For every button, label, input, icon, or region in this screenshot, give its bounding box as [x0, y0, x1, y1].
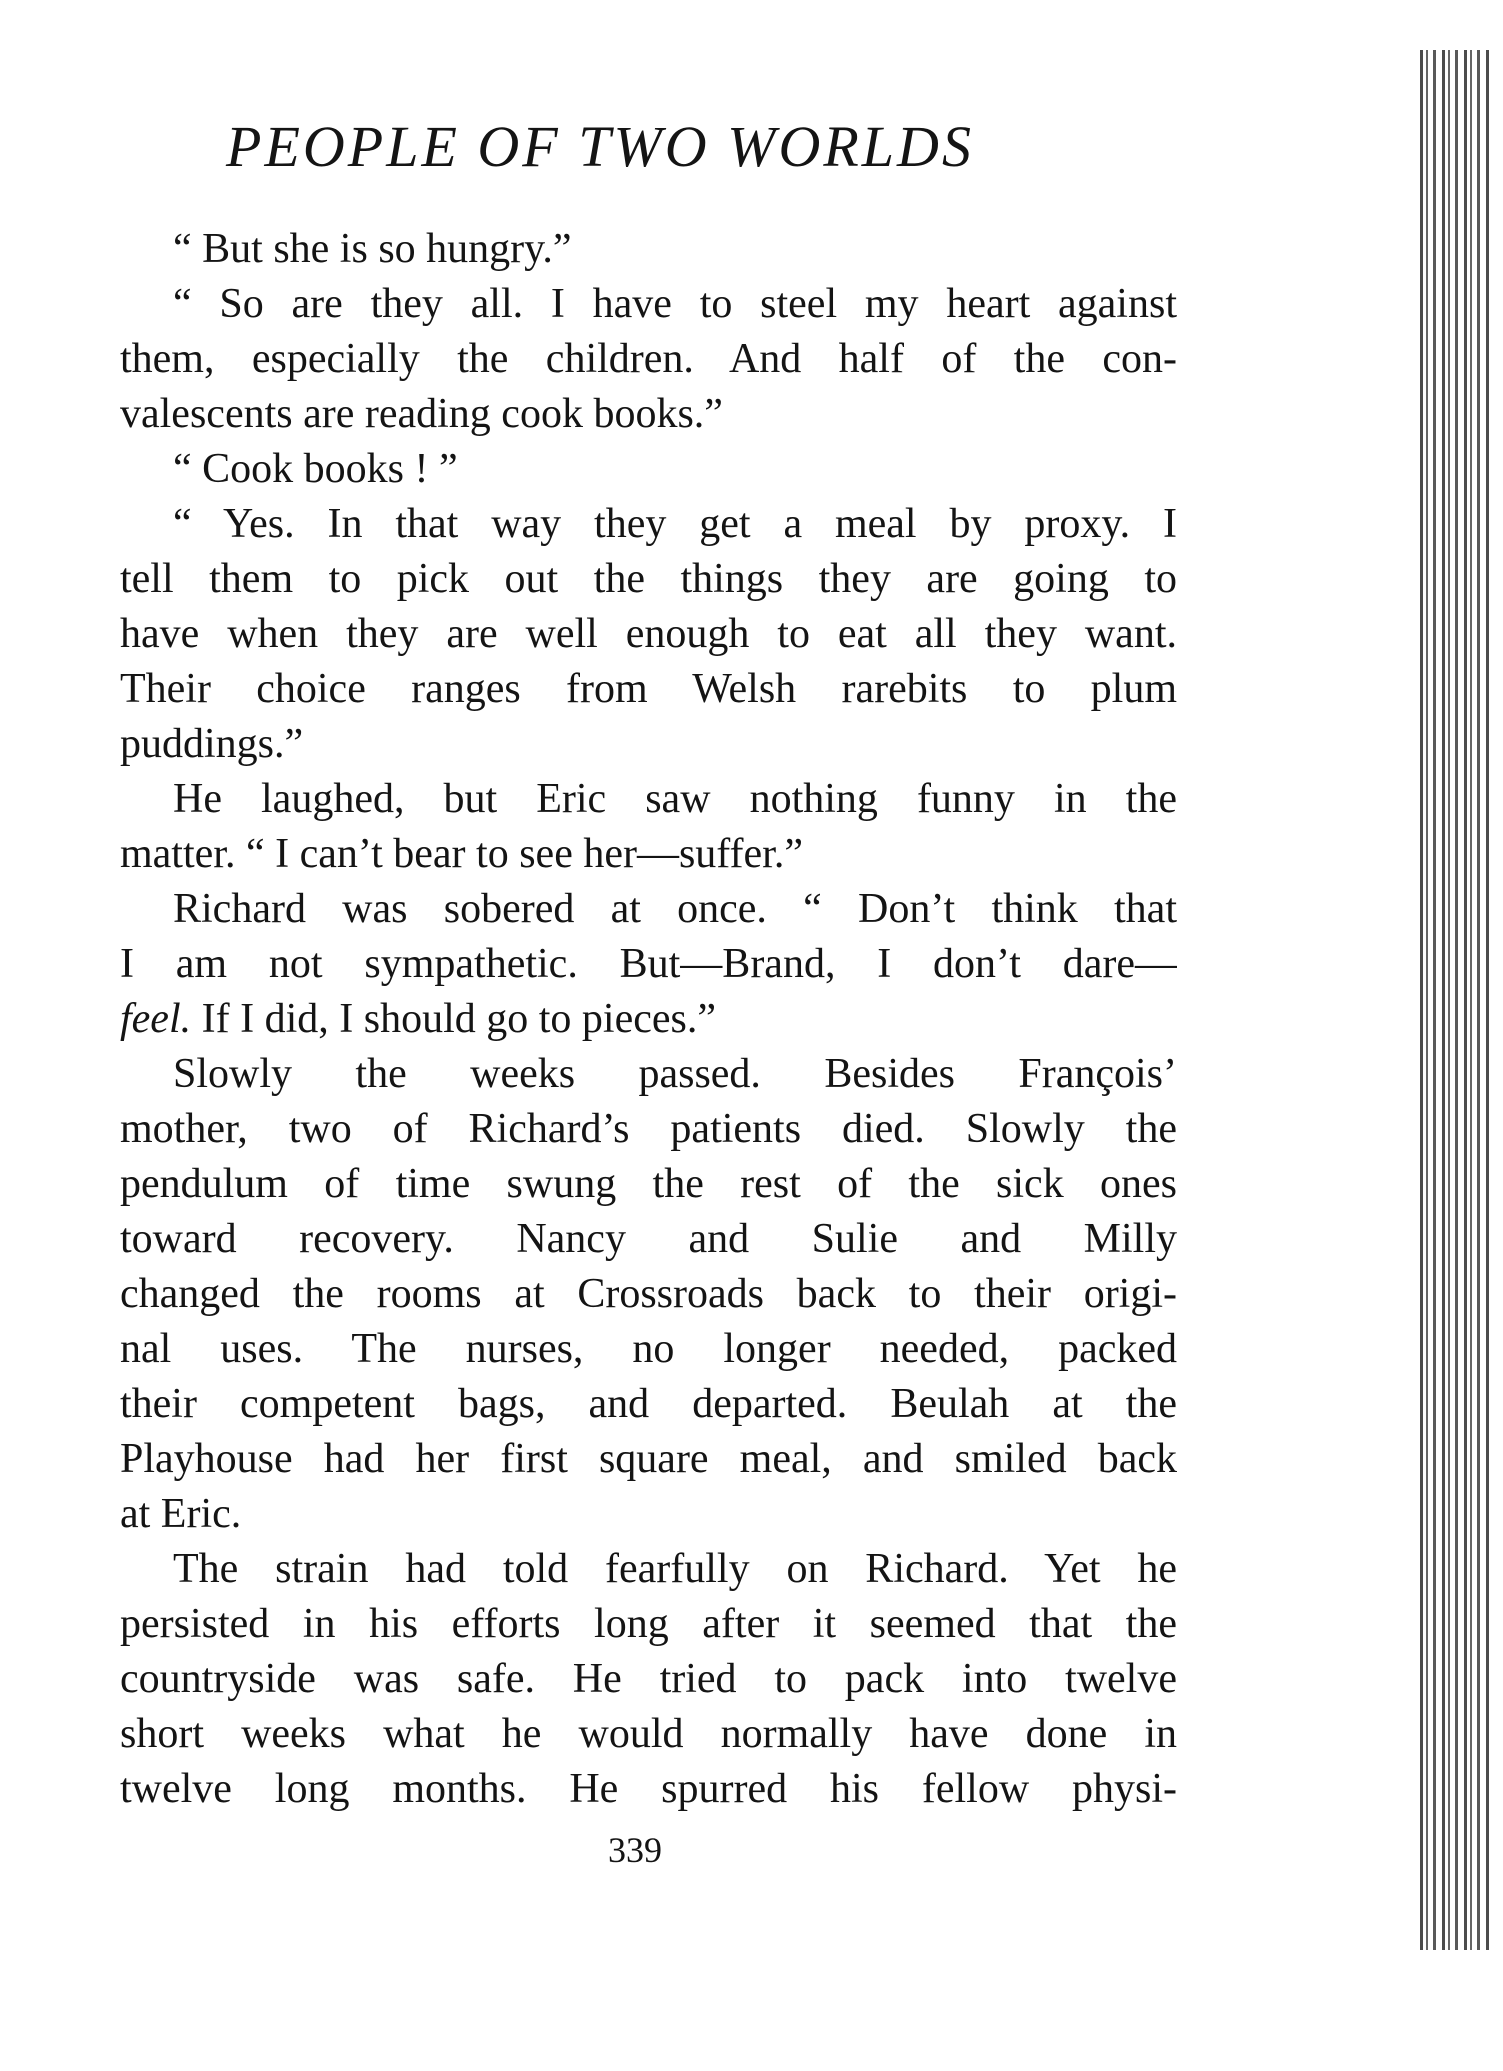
text-line: Playhouse had her first square meal, and smiled back: [120, 1436, 1177, 1482]
text-line: toward recovery. Nancy and Sulie and Milly: [120, 1216, 1177, 1262]
text-line: mother, two of Richard’s patients died. Slowly the: [120, 1106, 1177, 1152]
text-line: I am not sympathetic. But—Brand, I don’t dare—: [120, 941, 1177, 987]
text-line: persisted in his efforts long after it seemed that the: [120, 1601, 1177, 1647]
text-line: short weeks what he would normally have done in: [120, 1711, 1177, 1757]
text-line: “ But she is so hungry.”: [173, 226, 572, 272]
text-line: Slowly the weeks passed. Besides François’: [173, 1051, 1177, 1097]
text-line: “ Yes. In that way they get a meal by proxy. I: [173, 501, 1177, 547]
text-line: countryside was safe. He tried to pack into twelve: [120, 1656, 1177, 1702]
body-text: [120, 222, 1177, 1817]
text-line: at Eric.: [120, 1491, 242, 1537]
text-line: have when they are well enough to eat all they want.: [120, 611, 1177, 657]
text-line: puddings.”: [120, 721, 304, 767]
text-line: twelve long months. He spurred his fellow physi-: [120, 1766, 1177, 1812]
text-line: matter. “ I can’t bear to see her—suffer.”: [120, 831, 803, 877]
text-line: them, especially the children. And half of the con-: [120, 336, 1177, 382]
text-line: pendulum of time swung the rest of the sick ones: [120, 1161, 1177, 1207]
text-line: “ So are they all. I have to steel my heart against: [173, 281, 1177, 327]
text-line: He laughed, but Eric saw nothing funny in the: [173, 776, 1177, 822]
text-line: their competent bags, and departed. Beulah at the: [120, 1381, 1177, 1427]
text-line: valescents are reading cook books.”: [120, 391, 723, 437]
text-line: changed the rooms at Crossroads back to their origi-: [120, 1271, 1177, 1317]
text-line: “ Cook books ! ”: [173, 446, 458, 492]
binding-edge-shadow: [1420, 50, 1490, 1950]
text-line: Richard was sobered at once. “ Don’t think that: [173, 886, 1177, 932]
text-line: feel. If I did, I should go to pieces.”: [120, 996, 717, 1042]
text-line: Their choice ranges from Welsh rarebits to plum: [120, 666, 1177, 712]
text-line: The strain had told fearfully on Richard. Yet he: [173, 1546, 1177, 1592]
running-header: PEOPLE OF TWO WORLDS: [226, 114, 974, 179]
page-number: 339: [608, 1830, 662, 1870]
text-line: tell them to pick out the things they are going to: [120, 556, 1177, 602]
text-line: nal uses. The nurses, no longer needed, packed: [120, 1326, 1177, 1372]
